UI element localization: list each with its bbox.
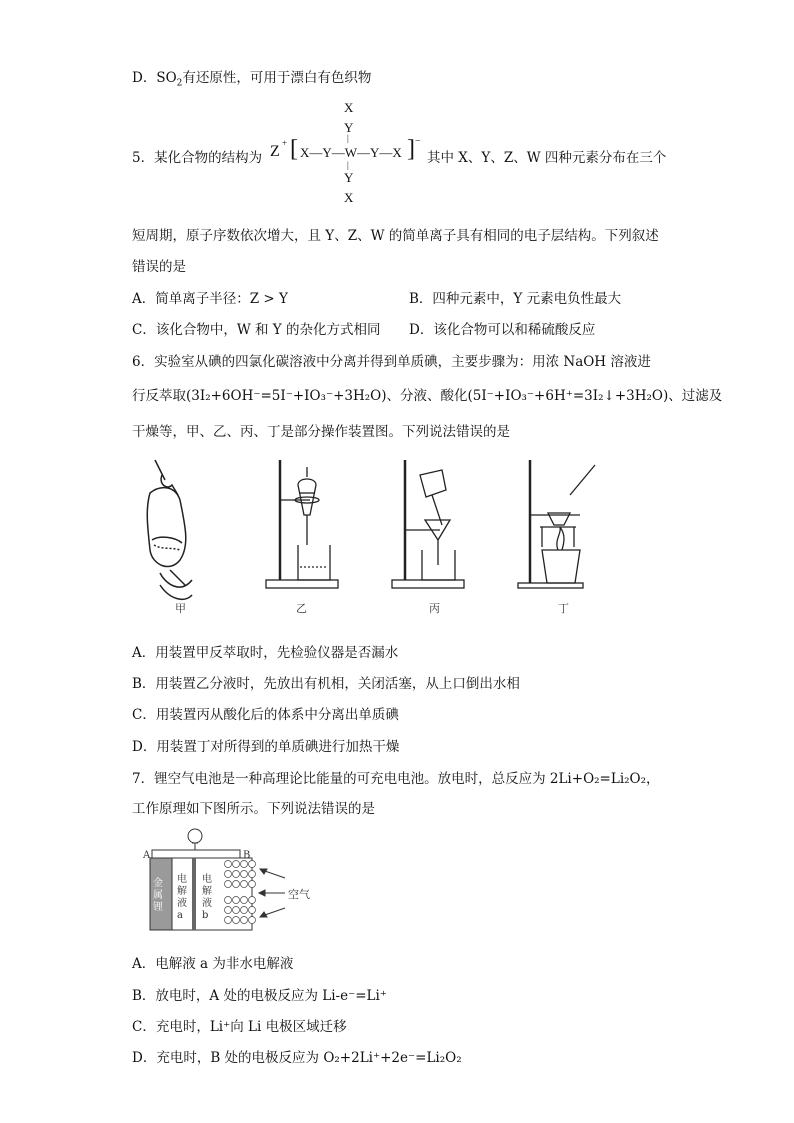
q5-option-d: D．该化合物可以和稀硫酸反应	[409, 322, 596, 338]
electrode-a-label: A	[143, 850, 151, 861]
q5-stem-line1-pre: 5．某化合物的结构为	[132, 150, 263, 166]
struct-bottom-x: X	[344, 190, 354, 205]
q5-option-b: B．四种元素中，Y 元素电负性最大	[409, 291, 622, 307]
q7-option-c: C．充电时，Li⁺向 Li 电极区域迁移	[132, 1019, 347, 1035]
apparatus-ding	[518, 460, 595, 588]
q7-stem-line2: 工作原理如下图所示。下列说法错误的是	[132, 801, 375, 817]
apparatus-jia	[147, 460, 192, 599]
fig-label-bing: 丙	[429, 602, 440, 615]
q6-option-b: B．用装置乙分液时，先放出有机相，关闭活塞，从上口倒出水相	[132, 676, 520, 692]
struct-center-chain: X—Y—W—Y—X	[300, 145, 402, 160]
fig-label-yi: 乙	[296, 602, 307, 615]
struct-bond-top: |	[347, 133, 349, 143]
apparatus-yi	[266, 460, 338, 588]
q7-option-a: A．电解液 a 为非水电解液	[132, 956, 294, 972]
apparatus-bing	[392, 460, 464, 588]
fig-label-ding: 丁	[558, 602, 569, 615]
fig-label-jia: 甲	[175, 602, 186, 615]
q5-stem-line3: 错误的是	[132, 259, 186, 275]
struct-top-y: Y	[344, 120, 354, 135]
q5-option-c: C．该化合物中，W 和 Y 的杂化方式相同	[132, 322, 381, 338]
metal-lithium-label: 金属锂	[153, 878, 163, 913]
q7-option-d: D．充电时，B 处的电极反应为 O₂+2Li⁺+2e⁻=Li₂O₂	[132, 1050, 462, 1066]
q6-stem-line2: 行反萃取(3I₂+6OH⁻=5I⁻+IO₃⁻+3H₂O)、分液、酸化(5I⁻+IO₃⁻+6H⁺=3I₂↓+3H₂O)、过滤及	[132, 388, 723, 404]
struct-bottom-y: Y	[344, 170, 354, 185]
struct-cation: Z	[270, 143, 280, 160]
q6-stem-line1: 6．实验室从碘的四氯化碳溶液中分离并得到单质碘，主要步骤为：用浓 NaOH 溶液进	[132, 354, 651, 370]
battery-figure	[140, 828, 320, 933]
struct-bracket-left: [	[290, 136, 298, 162]
q5-stem-line2: 短周期，原子序数依次增大，且 Y、Z、W 的简单离子具有相同的电子层结构。下列叙述	[132, 228, 659, 244]
q6-option-d: D．用装置丁对所得到的单质碘进行加热干燥	[132, 739, 400, 755]
struct-cation-charge: +	[282, 138, 288, 148]
porous-carbon-electrode	[225, 861, 256, 924]
struct-bracket-right: ]	[407, 136, 415, 162]
air-label: 空气	[288, 888, 310, 901]
q6-option-a: A．用装置甲反萃取时，先检验仪器是否漏水	[132, 645, 399, 661]
electrolyte-b-label: 电解液b	[202, 874, 212, 921]
struct-anion-charge: −	[415, 136, 421, 147]
q5-stem-line1-post: 其中 X、Y、Z、W 四种元素分布在三个	[427, 150, 667, 166]
apparatus-figure	[130, 455, 630, 615]
struct-top-x: X	[344, 100, 354, 115]
q6-option-c: C．用装置丙从酸化后的体系中分离出单质碘	[132, 707, 399, 723]
electrode-b-label: B	[243, 850, 251, 861]
struct-bond-bottom: |	[347, 160, 349, 170]
q6-stem-line3: 干燥等，甲、乙、丙、丁是部分操作装置图。下列说法错误的是	[132, 424, 510, 440]
air-arrows	[259, 869, 285, 917]
q7-option-b: B．放电时，A 处的电极反应为 Li-e⁻=Li⁺	[132, 988, 387, 1004]
q7-stem-line1: 7．锂空气电池是一种高理论比能量的可充电电池。放电时，总反应为 2Li+O₂=Li₂O₂，	[132, 771, 660, 787]
q5-option-a: A．简单离子半径：Z > Y	[132, 291, 288, 307]
electrolyte-a-label: 电解液a	[177, 874, 187, 921]
q4-option-d: D．$SO_2$有还原性，可用于漂白有色织物	[132, 70, 372, 89]
